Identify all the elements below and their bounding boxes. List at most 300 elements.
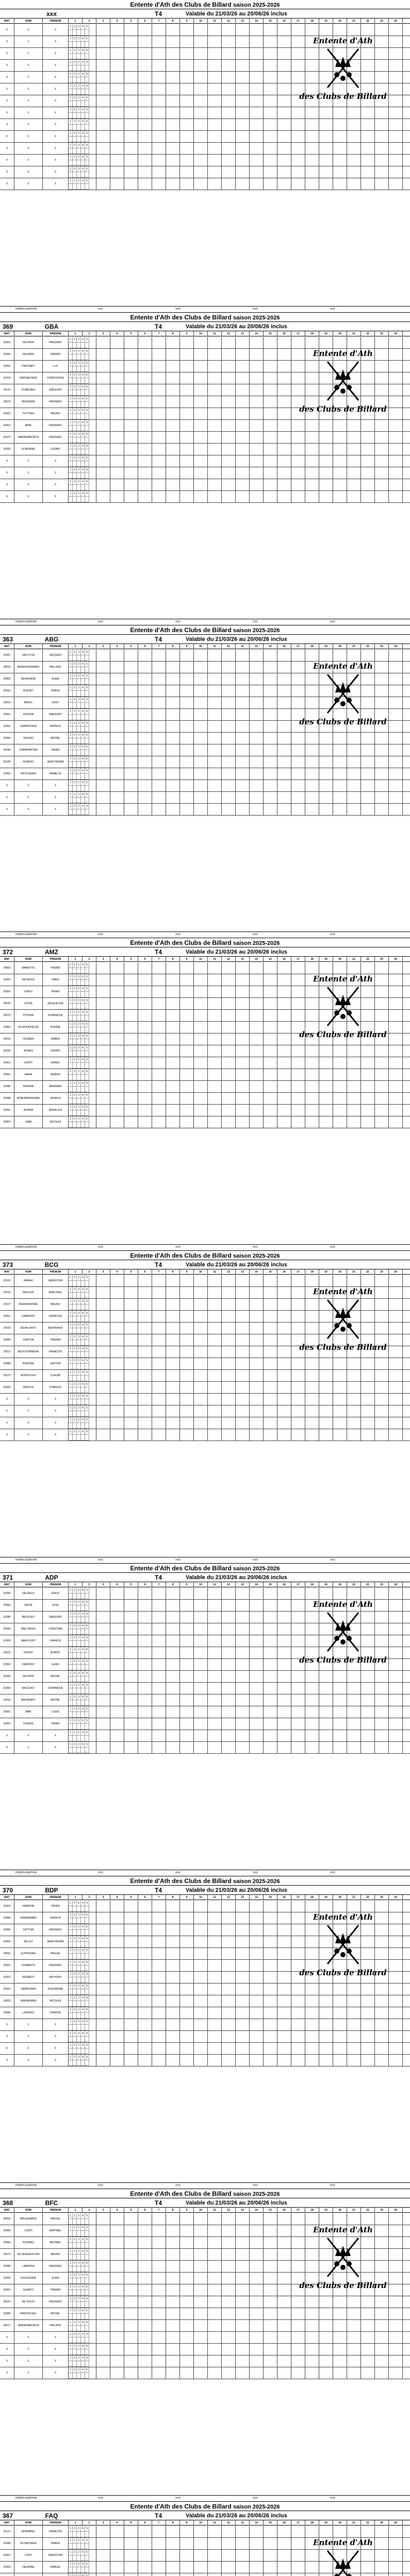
match-cell[interactable]: [250, 2055, 264, 2066]
match-cell[interactable]: [361, 420, 375, 432]
match-cell[interactable]: [96, 372, 110, 384]
match-cell[interactable]: [222, 2538, 236, 2550]
match-cell[interactable]: [83, 337, 96, 349]
match-cell[interactable]: [277, 178, 291, 190]
match-cell[interactable]: [250, 780, 264, 792]
match-cell[interactable]: [194, 2332, 208, 2344]
match-cell[interactable]: [180, 1912, 194, 1924]
match-cell[interactable]: [277, 1984, 291, 1995]
match-cell[interactable]: [277, 998, 291, 1010]
match-cell[interactable]: [194, 2273, 208, 2284]
match-cell[interactable]: [319, 780, 333, 792]
match-cell[interactable]: [375, 733, 389, 744]
match-cell[interactable]: [138, 479, 152, 491]
match-cell[interactable]: [250, 650, 264, 662]
match-cell[interactable]: [305, 1275, 319, 1287]
match-cell[interactable]: [250, 2261, 264, 2273]
match-cell[interactable]: [305, 2344, 319, 2355]
match-cell[interactable]: [347, 2213, 361, 2225]
match-cell[interactable]: [277, 432, 291, 444]
match-cell[interactable]: [361, 1901, 375, 1912]
match-cell[interactable]: [138, 1358, 152, 1370]
match-cell[interactable]: [319, 337, 333, 349]
match-cell[interactable]: [389, 432, 403, 444]
match-cell[interactable]: [166, 1960, 180, 1972]
match-cell[interactable]: [361, 1588, 375, 1600]
match-cell[interactable]: [264, 1358, 277, 1370]
match-cell[interactable]: [264, 2550, 277, 2562]
match-cell[interactable]: [96, 721, 110, 733]
match-cell[interactable]: [264, 998, 277, 1010]
match-cell[interactable]: [277, 1742, 291, 1754]
match-cell[interactable]: [389, 1010, 403, 1022]
match-cell[interactable]: [361, 2019, 375, 2031]
match-cell[interactable]: [208, 1010, 222, 1022]
match-cell[interactable]: [124, 1405, 138, 1417]
match-cell[interactable]: [83, 2225, 96, 2237]
match-cell[interactable]: [124, 83, 138, 95]
match-cell[interactable]: [208, 1382, 222, 1394]
match-cell[interactable]: [277, 780, 291, 792]
match-cell[interactable]: [138, 768, 152, 780]
match-cell[interactable]: [291, 2355, 305, 2367]
match-cell[interactable]: [222, 1730, 236, 1742]
match-cell[interactable]: [347, 155, 361, 166]
match-cell[interactable]: [389, 1647, 403, 1659]
match-cell[interactable]: [347, 2344, 361, 2355]
match-cell[interactable]: [236, 178, 250, 190]
match-cell[interactable]: [264, 2344, 277, 2355]
match-cell[interactable]: [208, 2284, 222, 2296]
match-cell[interactable]: [166, 2308, 180, 2320]
match-cell[interactable]: [347, 768, 361, 780]
match-cell[interactable]: [110, 1901, 124, 1912]
match-cell[interactable]: [138, 384, 152, 396]
match-cell[interactable]: [277, 1623, 291, 1635]
match-cell[interactable]: [277, 1382, 291, 1394]
match-cell[interactable]: [180, 1382, 194, 1394]
match-cell[interactable]: [110, 72, 124, 83]
match-cell[interactable]: [319, 1405, 333, 1417]
match-cell[interactable]: [83, 1334, 96, 1346]
match-cell[interactable]: [138, 1623, 152, 1635]
match-cell[interactable]: [194, 2526, 208, 2538]
match-cell[interactable]: [152, 1334, 166, 1346]
match-cell[interactable]: [110, 1394, 124, 1405]
match-cell[interactable]: [250, 491, 264, 503]
match-cell[interactable]: [250, 1394, 264, 1405]
match-cell[interactable]: [264, 685, 277, 697]
match-cell[interactable]: [110, 1742, 124, 1754]
match-cell[interactable]: [222, 1429, 236, 1441]
match-cell[interactable]: [194, 1995, 208, 2007]
match-cell[interactable]: [110, 2332, 124, 2344]
match-cell[interactable]: [152, 1105, 166, 1116]
match-cell[interactable]: [305, 491, 319, 503]
match-cell[interactable]: [138, 1588, 152, 1600]
match-cell[interactable]: [180, 72, 194, 83]
match-cell[interactable]: [319, 155, 333, 166]
match-cell[interactable]: [194, 166, 208, 178]
match-cell[interactable]: [83, 1647, 96, 1659]
match-cell[interactable]: [236, 1600, 250, 1612]
match-cell[interactable]: [152, 1683, 166, 1694]
match-cell[interactable]: [180, 166, 194, 178]
match-cell[interactable]: [138, 733, 152, 744]
match-cell[interactable]: [389, 2019, 403, 2031]
match-cell[interactable]: [180, 2261, 194, 2273]
match-cell[interactable]: [236, 1323, 250, 1334]
match-cell[interactable]: [110, 2573, 124, 2576]
match-cell[interactable]: [194, 1984, 208, 1995]
match-cell[interactable]: [291, 2296, 305, 2308]
match-cell[interactable]: [83, 36, 96, 48]
match-cell[interactable]: [264, 744, 277, 756]
match-cell[interactable]: [236, 1718, 250, 1730]
match-cell[interactable]: [250, 143, 264, 155]
match-cell[interactable]: [138, 178, 152, 190]
match-cell[interactable]: [208, 337, 222, 349]
match-cell[interactable]: [222, 721, 236, 733]
match-cell[interactable]: [96, 1671, 110, 1683]
match-cell[interactable]: [166, 119, 180, 131]
match-cell[interactable]: [277, 1057, 291, 1069]
match-cell[interactable]: [124, 1311, 138, 1323]
match-cell[interactable]: [110, 650, 124, 662]
match-cell[interactable]: [264, 2332, 277, 2344]
match-cell[interactable]: [124, 24, 138, 36]
match-cell[interactable]: [83, 2355, 96, 2367]
match-cell[interactable]: [250, 1334, 264, 1346]
match-cell[interactable]: [361, 1358, 375, 1370]
match-cell[interactable]: [347, 2320, 361, 2332]
match-cell[interactable]: [305, 1984, 319, 1995]
match-cell[interactable]: [180, 1069, 194, 1081]
match-cell[interactable]: [83, 1417, 96, 1429]
match-cell[interactable]: [166, 1683, 180, 1694]
match-cell[interactable]: [96, 2031, 110, 2043]
match-cell[interactable]: [375, 756, 389, 768]
match-cell[interactable]: [375, 1671, 389, 1683]
match-cell[interactable]: [166, 1346, 180, 1358]
match-cell[interactable]: [236, 697, 250, 709]
match-cell[interactable]: [389, 48, 403, 60]
match-cell[interactable]: [110, 709, 124, 721]
match-cell[interactable]: [180, 95, 194, 107]
match-cell[interactable]: [361, 479, 375, 491]
match-cell[interactable]: [152, 479, 166, 491]
match-cell[interactable]: [180, 2355, 194, 2367]
match-cell[interactable]: [236, 107, 250, 119]
match-cell[interactable]: [347, 455, 361, 467]
match-cell[interactable]: [166, 1600, 180, 1612]
match-cell[interactable]: [208, 166, 222, 178]
match-cell[interactable]: [389, 420, 403, 432]
match-cell[interactable]: [96, 1010, 110, 1022]
match-cell[interactable]: [96, 1299, 110, 1311]
match-cell[interactable]: [83, 1936, 96, 1948]
match-cell[interactable]: [166, 107, 180, 119]
match-cell[interactable]: [333, 2332, 347, 2344]
match-cell[interactable]: [110, 1334, 124, 1346]
match-cell[interactable]: [305, 792, 319, 804]
match-cell[interactable]: [96, 2249, 110, 2261]
match-cell[interactable]: [277, 1694, 291, 1706]
match-cell[interactable]: [138, 143, 152, 155]
match-cell[interactable]: [236, 721, 250, 733]
match-cell[interactable]: [277, 2562, 291, 2573]
match-cell[interactable]: [250, 1683, 264, 1694]
match-cell[interactable]: [347, 1105, 361, 1116]
match-cell[interactable]: [83, 986, 96, 998]
match-cell[interactable]: [124, 2261, 138, 2273]
match-cell[interactable]: [194, 1116, 208, 1128]
match-cell[interactable]: [319, 455, 333, 467]
match-cell[interactable]: [152, 60, 166, 72]
match-cell[interactable]: [222, 491, 236, 503]
match-cell[interactable]: [110, 2031, 124, 2043]
match-cell[interactable]: [124, 2225, 138, 2237]
match-cell[interactable]: [333, 2296, 347, 2308]
match-cell[interactable]: [222, 1960, 236, 1972]
match-cell[interactable]: [110, 479, 124, 491]
match-cell[interactable]: [194, 1901, 208, 1912]
match-cell[interactable]: [264, 432, 277, 444]
match-cell[interactable]: [305, 1429, 319, 1441]
match-cell[interactable]: [166, 2225, 180, 2237]
match-cell[interactable]: [124, 107, 138, 119]
match-cell[interactable]: [264, 2007, 277, 2019]
match-cell[interactable]: [83, 685, 96, 697]
match-cell[interactable]: [138, 1394, 152, 1405]
match-cell[interactable]: [83, 768, 96, 780]
match-cell[interactable]: [236, 1069, 250, 1081]
match-cell[interactable]: [319, 1105, 333, 1116]
match-cell[interactable]: [305, 467, 319, 479]
match-cell[interactable]: [347, 2355, 361, 2367]
match-cell[interactable]: [389, 1694, 403, 1706]
match-cell[interactable]: [110, 756, 124, 768]
match-cell[interactable]: [96, 1081, 110, 1093]
match-cell[interactable]: [96, 756, 110, 768]
match-cell[interactable]: [166, 361, 180, 372]
match-cell[interactable]: [347, 1081, 361, 1093]
match-cell[interactable]: [83, 1033, 96, 1045]
match-cell[interactable]: [138, 2550, 152, 2562]
match-cell[interactable]: [291, 420, 305, 432]
match-cell[interactable]: [333, 756, 347, 768]
match-cell[interactable]: [194, 1022, 208, 1033]
match-cell[interactable]: [333, 1275, 347, 1287]
match-cell[interactable]: [347, 733, 361, 744]
match-cell[interactable]: [138, 1647, 152, 1659]
match-cell[interactable]: [319, 1706, 333, 1718]
match-cell[interactable]: [96, 768, 110, 780]
match-cell[interactable]: [208, 349, 222, 361]
match-cell[interactable]: [208, 131, 222, 143]
match-cell[interactable]: [236, 349, 250, 361]
match-cell[interactable]: [124, 1033, 138, 1045]
match-cell[interactable]: [250, 744, 264, 756]
match-cell[interactable]: [138, 1924, 152, 1936]
match-cell[interactable]: [222, 1334, 236, 1346]
match-cell[interactable]: [166, 60, 180, 72]
match-cell[interactable]: [305, 107, 319, 119]
match-cell[interactable]: [333, 1045, 347, 1057]
match-cell[interactable]: [180, 1623, 194, 1635]
match-cell[interactable]: [264, 2249, 277, 2261]
match-cell[interactable]: [389, 1022, 403, 1033]
match-cell[interactable]: [250, 2573, 264, 2576]
match-cell[interactable]: [180, 733, 194, 744]
match-cell[interactable]: [110, 1635, 124, 1647]
match-cell[interactable]: [83, 1057, 96, 1069]
match-cell[interactable]: [166, 1105, 180, 1116]
match-cell[interactable]: [347, 1405, 361, 1417]
match-cell[interactable]: [305, 1405, 319, 1417]
match-cell[interactable]: [264, 1924, 277, 1936]
match-cell[interactable]: [319, 1116, 333, 1128]
match-cell[interactable]: [180, 119, 194, 131]
match-cell[interactable]: [194, 1948, 208, 1960]
match-cell[interactable]: [166, 372, 180, 384]
match-cell[interactable]: [194, 107, 208, 119]
match-cell[interactable]: [222, 131, 236, 143]
match-cell[interactable]: [166, 1334, 180, 1346]
match-cell[interactable]: [166, 1995, 180, 2007]
match-cell[interactable]: [152, 2562, 166, 2573]
match-cell[interactable]: [96, 1635, 110, 1647]
match-cell[interactable]: [152, 1081, 166, 1093]
match-cell[interactable]: [236, 2043, 250, 2055]
match-cell[interactable]: [375, 1405, 389, 1417]
match-cell[interactable]: [264, 1275, 277, 1287]
match-cell[interactable]: [124, 349, 138, 361]
match-cell[interactable]: [264, 1334, 277, 1346]
match-cell[interactable]: [180, 2273, 194, 2284]
match-cell[interactable]: [389, 721, 403, 733]
match-cell[interactable]: [96, 1995, 110, 2007]
match-cell[interactable]: [96, 1045, 110, 1057]
match-cell[interactable]: [319, 2055, 333, 2066]
match-cell[interactable]: [375, 962, 389, 974]
match-cell[interactable]: [138, 2320, 152, 2332]
match-cell[interactable]: [333, 2043, 347, 2055]
match-cell[interactable]: [264, 1671, 277, 1683]
match-cell[interactable]: [124, 1694, 138, 1706]
match-cell[interactable]: [250, 1948, 264, 1960]
match-cell[interactable]: [250, 1960, 264, 1972]
match-cell[interactable]: [319, 479, 333, 491]
match-cell[interactable]: [250, 962, 264, 974]
match-cell[interactable]: [222, 756, 236, 768]
match-cell[interactable]: [236, 1912, 250, 1924]
match-cell[interactable]: [110, 166, 124, 178]
match-cell[interactable]: [250, 2019, 264, 2031]
match-cell[interactable]: [264, 1984, 277, 1995]
match-cell[interactable]: [166, 804, 180, 816]
match-cell[interactable]: [361, 1706, 375, 1718]
match-cell[interactable]: [305, 650, 319, 662]
match-cell[interactable]: [96, 1984, 110, 1995]
match-cell[interactable]: [222, 396, 236, 408]
match-cell[interactable]: [375, 131, 389, 143]
match-cell[interactable]: [222, 1358, 236, 1370]
match-cell[interactable]: [152, 1311, 166, 1323]
match-cell[interactable]: [180, 1370, 194, 1382]
match-cell[interactable]: [152, 2043, 166, 2055]
match-cell[interactable]: [96, 1275, 110, 1287]
match-cell[interactable]: [208, 2355, 222, 2367]
match-cell[interactable]: [152, 1948, 166, 1960]
match-cell[interactable]: [110, 83, 124, 95]
match-cell[interactable]: [124, 650, 138, 662]
match-cell[interactable]: [180, 2526, 194, 2538]
match-cell[interactable]: [138, 349, 152, 361]
match-cell[interactable]: [152, 1960, 166, 1972]
match-cell[interactable]: [305, 2355, 319, 2367]
match-cell[interactable]: [305, 1901, 319, 1912]
match-cell[interactable]: [166, 1370, 180, 1382]
match-cell[interactable]: [347, 444, 361, 455]
match-cell[interactable]: [305, 1394, 319, 1405]
match-cell[interactable]: [264, 1972, 277, 1984]
match-cell[interactable]: [83, 2237, 96, 2249]
match-cell[interactable]: [166, 337, 180, 349]
match-cell[interactable]: [347, 119, 361, 131]
match-cell[interactable]: [180, 455, 194, 467]
match-cell[interactable]: [152, 780, 166, 792]
match-cell[interactable]: [83, 1984, 96, 1995]
match-cell[interactable]: [208, 721, 222, 733]
match-cell[interactable]: [333, 1901, 347, 1912]
match-cell[interactable]: [124, 792, 138, 804]
match-cell[interactable]: [277, 1358, 291, 1370]
match-cell[interactable]: [96, 962, 110, 974]
match-cell[interactable]: [361, 337, 375, 349]
match-cell[interactable]: [83, 733, 96, 744]
match-cell[interactable]: [222, 662, 236, 673]
match-cell[interactable]: [208, 155, 222, 166]
match-cell[interactable]: [375, 432, 389, 444]
match-cell[interactable]: [250, 1057, 264, 1069]
match-cell[interactable]: [250, 986, 264, 998]
match-cell[interactable]: [180, 2332, 194, 2344]
match-cell[interactable]: [180, 709, 194, 721]
match-cell[interactable]: [250, 2007, 264, 2019]
match-cell[interactable]: [264, 1995, 277, 2007]
match-cell[interactable]: [347, 1694, 361, 1706]
match-cell[interactable]: [375, 2355, 389, 2367]
match-cell[interactable]: [319, 792, 333, 804]
match-cell[interactable]: [264, 768, 277, 780]
match-cell[interactable]: [124, 1683, 138, 1694]
match-cell[interactable]: [277, 2007, 291, 2019]
match-cell[interactable]: [277, 2355, 291, 2367]
match-cell[interactable]: [194, 2019, 208, 2031]
match-cell[interactable]: [194, 1647, 208, 1659]
match-cell[interactable]: [277, 24, 291, 36]
match-cell[interactable]: [222, 361, 236, 372]
match-cell[interactable]: [180, 384, 194, 396]
match-cell[interactable]: [347, 479, 361, 491]
match-cell[interactable]: [222, 2526, 236, 2538]
match-cell[interactable]: [361, 1382, 375, 1394]
match-cell[interactable]: [264, 337, 277, 349]
match-cell[interactable]: [222, 2550, 236, 2562]
match-cell[interactable]: [180, 1948, 194, 1960]
match-cell[interactable]: [375, 155, 389, 166]
